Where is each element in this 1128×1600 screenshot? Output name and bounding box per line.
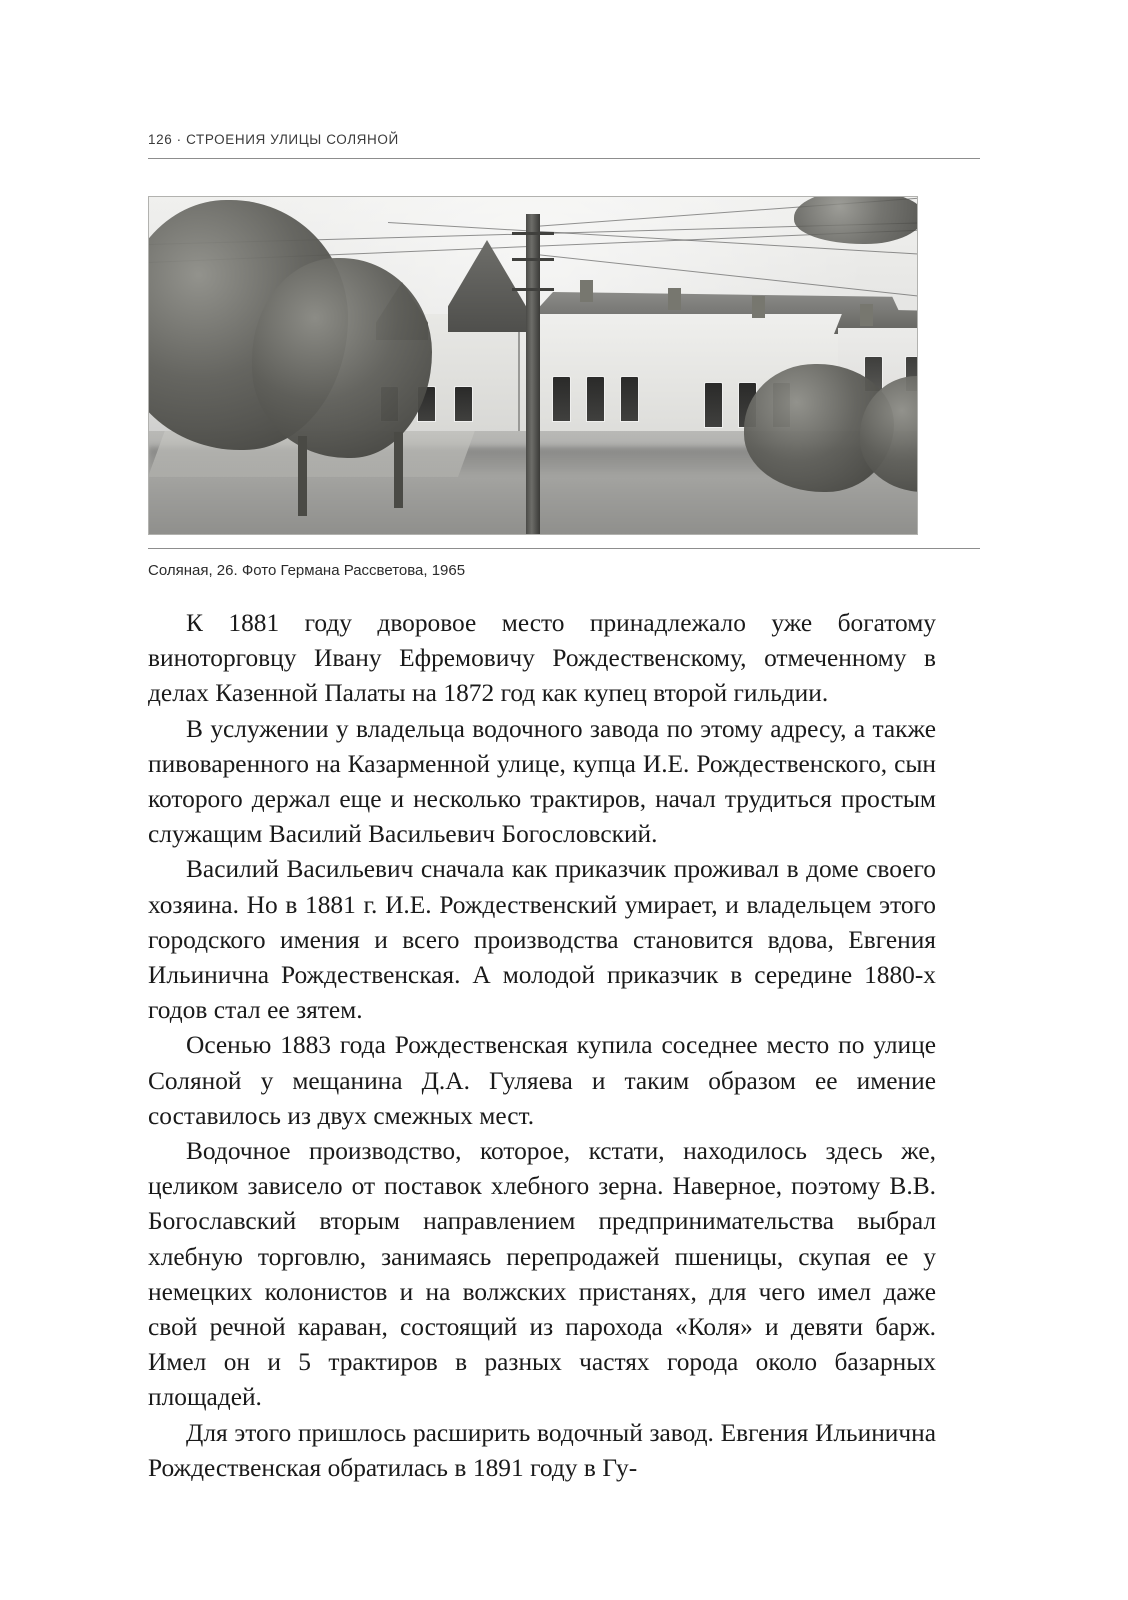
paragraph: Василий Васильевич сначала как приказчик проживал в доме своего хозяина. Но в 1881 г. И.Е. Рождественский умирает, и владельцем этого городского имения и всего производства становится вдова, Евгения Ильинична Рождественская. А молодой приказчик в середине 1880-х годов стал ее зятем. xyxy=(148,855,936,1025)
header-rule xyxy=(148,158,980,159)
tree-trunk xyxy=(298,436,307,516)
paragraph: Водочное производство, которое, кстати, находилось здесь же, целиком зависело от поставок хлебного зерна. Наверное, поэтому В.В. Богославский вторым направлением предпринимательства выбрал хлебную торговлю, занимаясь перепродажей пшеницы, скупая ее у немецких колонистов и на волжских пристанях, для чего имел даже свой речной караван, состоящий из парохода «Коля» и девяти барж. Имел он и 5 трактиров в разных частях города около базарных площадей. xyxy=(148,1137,936,1412)
paragraph: В услужении у владельца водочного завода по этому адресу, а также пивоваренного на Казарменной улице, купца И.Е. Рождественского, сын которого держал еще и несколько трактиров, начал трудиться простым служащим Василий Васильевич Богословский. xyxy=(148,714,936,849)
chimney xyxy=(860,304,873,326)
chimney xyxy=(668,288,681,310)
chimney xyxy=(752,296,765,318)
window xyxy=(552,376,571,422)
running-head: 126 · СТРОЕНИЯ УЛИЦЫ СОЛЯНОЙ xyxy=(148,132,399,147)
window-row-main xyxy=(552,376,639,422)
utility-pole xyxy=(526,214,540,535)
pole-crossarm xyxy=(512,288,554,291)
window xyxy=(704,382,723,428)
chimney xyxy=(580,280,593,302)
window xyxy=(454,386,473,422)
paragraph: Для этого пришлось расширить водочный завод. Евгения Ильинична Рождественская обратилась в 1891 году в Гу- xyxy=(148,1418,936,1482)
window xyxy=(620,376,639,422)
window xyxy=(586,376,605,422)
photograph-caption: Соляная, 26. Фото Германа Рассветова, 1965 xyxy=(148,562,466,579)
pole-crossarm xyxy=(512,232,554,235)
tree-foliage xyxy=(252,258,432,458)
pole-crossarm xyxy=(512,258,554,261)
body-text xyxy=(148,606,936,1486)
photograph-image xyxy=(148,196,918,535)
paragraph: Осенью 1883 года Рождественская купила соседнее место по улице Соляной у мещанина Д.А. Гуляева и таким образом ее имение составилось из двух смежных мест. xyxy=(148,1031,936,1130)
tree-trunk xyxy=(394,432,403,508)
paragraph: К 1881 году дворовое место принадлежало уже богатому виноторговцу Ивану Ефремовичу Рождественскому, отмеченному в делах Казенной Палаты на 1872 год как купец второй гильдии. xyxy=(148,609,936,708)
caption-rule xyxy=(148,548,980,549)
photograph-figure xyxy=(148,196,918,535)
